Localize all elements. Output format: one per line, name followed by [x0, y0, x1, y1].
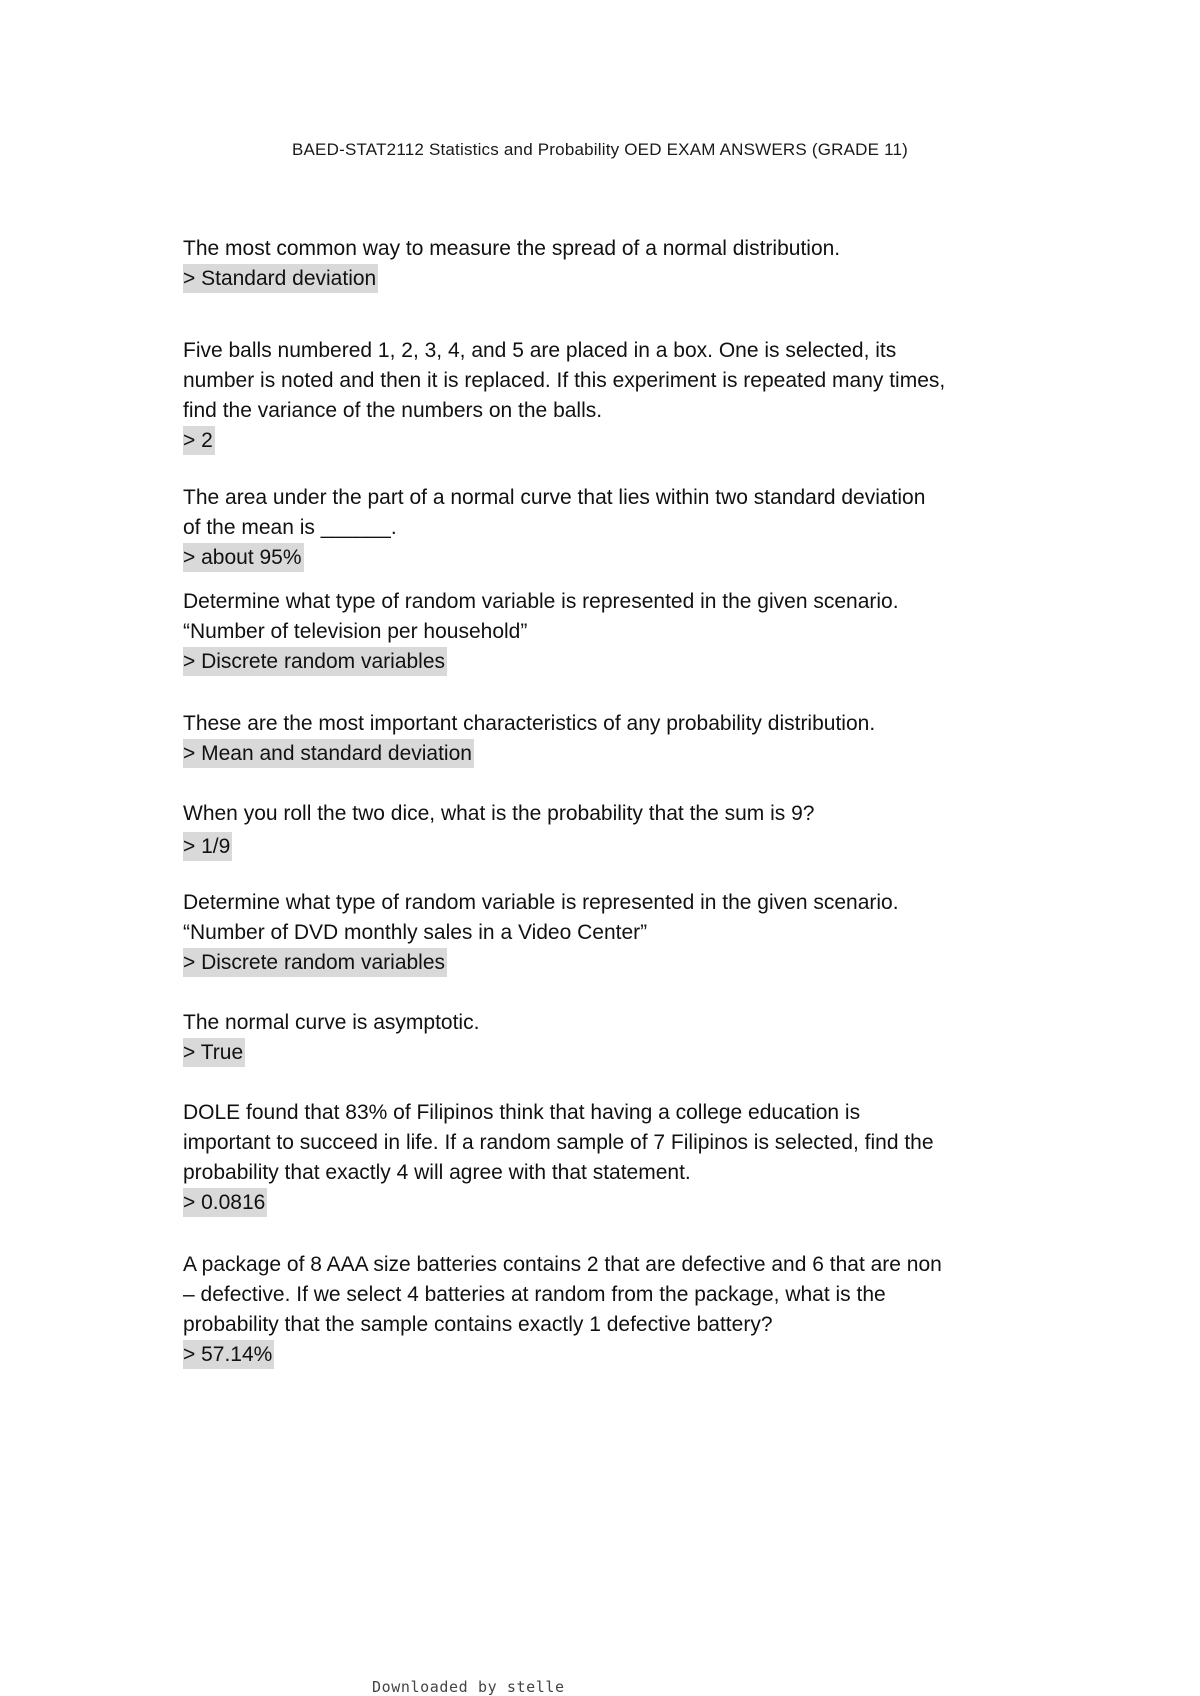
- question-line: When you roll the two dice, what is the probability that the sum is 9?: [183, 802, 815, 825]
- answer-highlight: > 2: [183, 426, 215, 455]
- question-line: probability that exactly 4 will agree with that statement.: [183, 1161, 691, 1184]
- answer-highlight: > 1/9: [183, 832, 232, 861]
- answer-highlight: > 57.14%: [183, 1340, 274, 1369]
- answer-highlight: > True: [183, 1038, 245, 1067]
- answer-highlight: > Standard deviation: [183, 264, 378, 293]
- question-line: of the mean is ______.: [183, 516, 397, 539]
- qa-item: [183, 888, 1023, 978]
- answer-highlight: > about 95%: [183, 543, 304, 572]
- answer-highlight: > Discrete random variables: [183, 948, 447, 977]
- download-watermark: Downloaded by stelle: [372, 1678, 565, 1696]
- question-line: Five balls numbered 1, 2, 3, 4, and 5 are placed in a box. One is selected, its: [183, 339, 897, 362]
- qa-item: [183, 799, 1023, 862]
- qa-item: [183, 1250, 1023, 1370]
- question-line: “Number of television per household”: [183, 620, 528, 643]
- question-line: The most common way to measure the spread of a normal distribution.: [183, 237, 841, 260]
- question-line: – defective. If we select 4 batteries at random from the package, what is the: [183, 1283, 886, 1306]
- question-line: “Number of DVD monthly sales in a Video Center”: [183, 921, 648, 944]
- question-line: The area under the part of a normal curve that lies within two standard deviation: [183, 486, 926, 509]
- question-line: A package of 8 AAA size batteries contains 2 that are defective and 6 that are non: [183, 1253, 942, 1276]
- question-line: probability that the sample contains exactly 1 defective battery?: [183, 1313, 773, 1336]
- qa-item: [183, 1098, 1023, 1218]
- qa-item: [183, 1008, 1023, 1068]
- question-line: DOLE found that 83% of Filipinos think that having a college education is: [183, 1101, 861, 1124]
- qa-item: [183, 234, 1023, 294]
- question-line: important to succeed in life. If a random sample of 7 Filipinos is selected, find the: [183, 1131, 934, 1154]
- answer-highlight: > Discrete random variables: [183, 647, 447, 676]
- answer-highlight: > Mean and standard deviation: [183, 739, 474, 768]
- document-title: BAED-STAT2112 Statistics and Probability OED EXAM ANSWERS (GRADE 11): [291, 140, 909, 159]
- qa-item: [183, 483, 1023, 573]
- qa-item: [183, 709, 1023, 769]
- qa-item: [183, 336, 1023, 456]
- question-line: number is noted and then it is replaced. If this experiment is repeated many times,: [183, 369, 946, 392]
- question-line: These are the most important characteristics of any probability distribution.: [183, 712, 876, 735]
- qa-item: [183, 587, 1023, 677]
- answer-highlight: > 0.0816: [183, 1188, 267, 1217]
- question-line: The normal curve is asymptotic.: [183, 1011, 480, 1034]
- question-line: find the variance of the numbers on the balls.: [183, 399, 603, 422]
- question-line: Determine what type of random variable is represented in the given scenario.: [183, 590, 899, 613]
- question-line: Determine what type of random variable is represented in the given scenario.: [183, 891, 899, 914]
